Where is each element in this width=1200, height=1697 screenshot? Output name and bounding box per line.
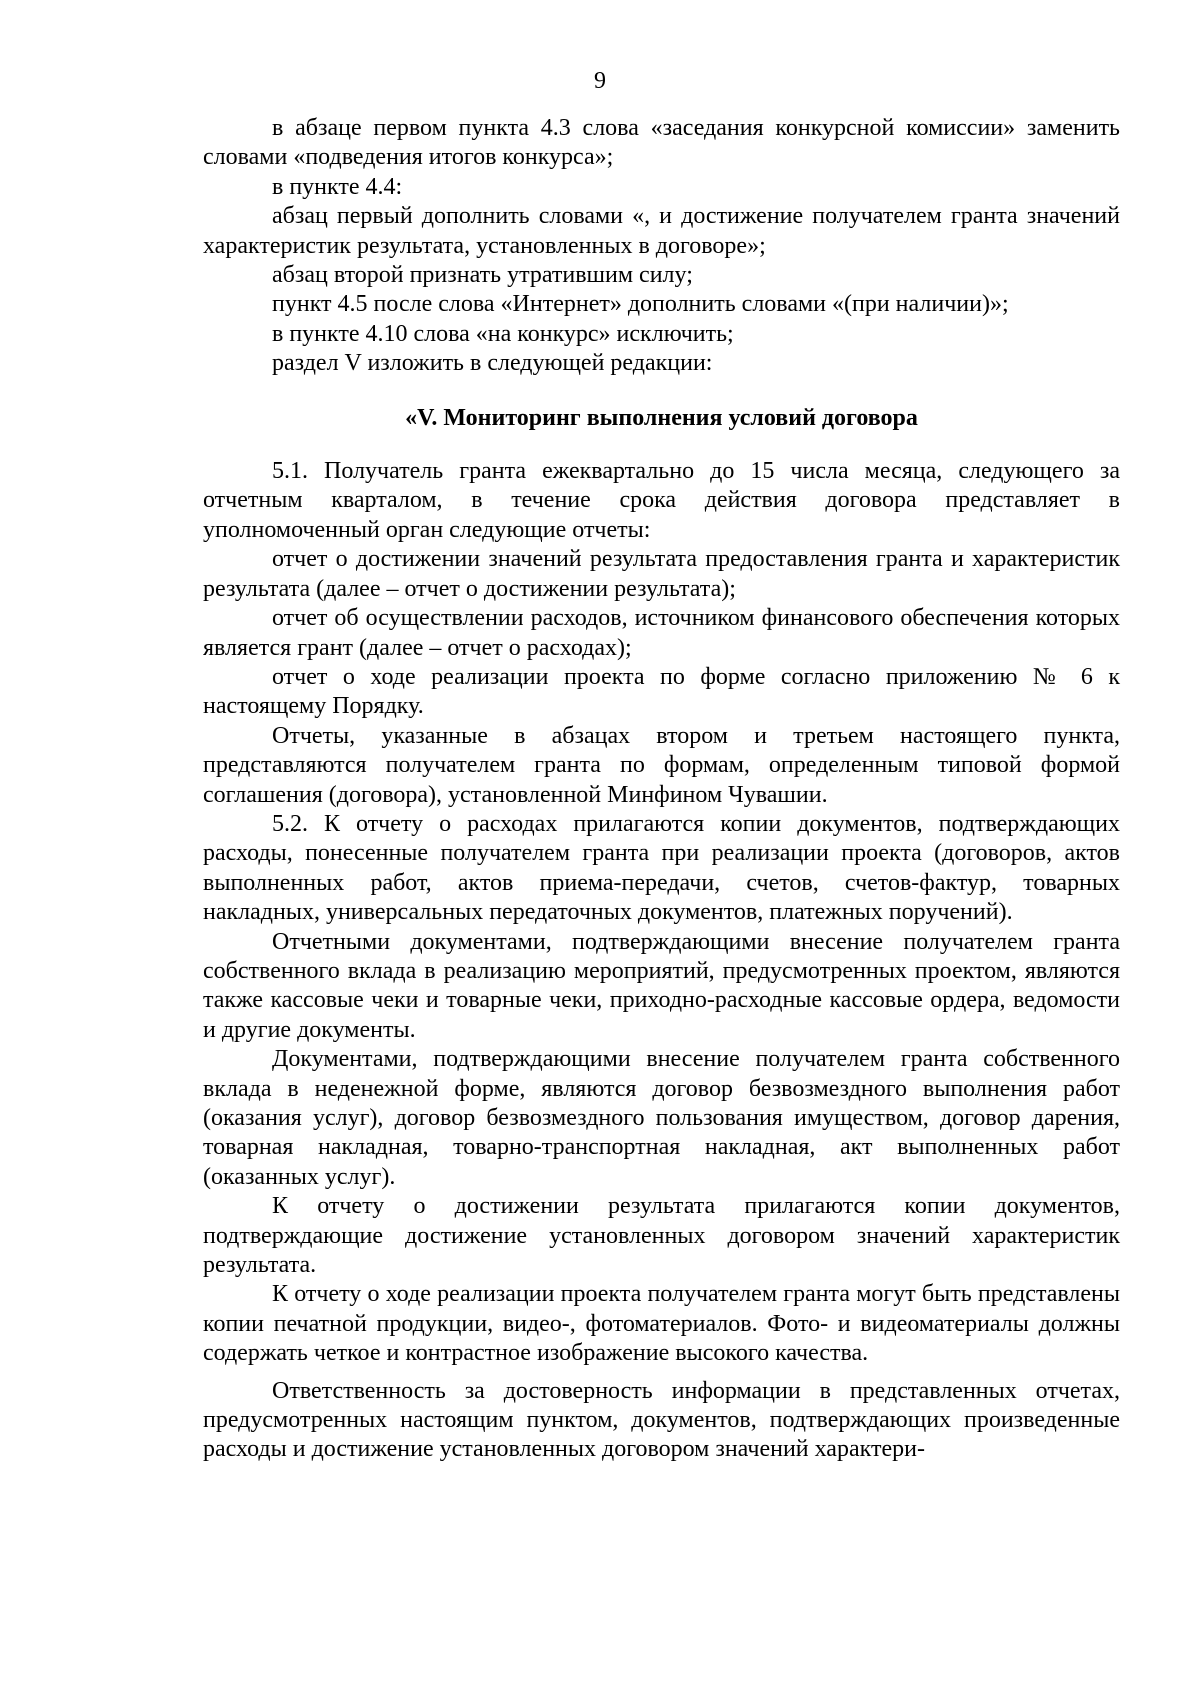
paragraph: 5.1. Получатель гранта ежеквартально до 15 числа месяца, следующего за отчетным кварталом, в течение срока действия договора представляет в уполномоченный орган следующие отчеты: [203,458,1120,543]
paragraph: Отчетными документами, подтверждающими внесение получателем гранта собственного вклада в реализацию мероприятий, предусмотренных проектом, являются также кассовые чеки и товарные чеки, приходно-расходные кассовые ордера, ведомости и другие документы. [203,928,1120,1043]
paragraph: Документами, подтверждающими внесение получателем гранта собственного вклада в неденежной форме, являются договор безвозмездного выполнения работ (оказания услуг), договор безвозмездного пользования имуществом, договор дарения, товарная накладная, товарно-транспортная накладная, акт выполненных работ (оказанных услуг). [203,1046,1120,1190]
paragraph: абзац первый дополнить словами «, и достижение получателем гранта значений характеристик результата, установленных в договоре»; [203,203,1120,259]
paragraph: в абзаце первом пункта 4.3 слова «заседания конкурсной комиссии» заменить словами «подведения итогов конкурса»; [203,115,1120,171]
paragraph: в пункте 4.10 слова «на конкурс» исключить; [272,320,734,347]
paragraph: К отчету о ходе реализации проекта получателем гранта могут быть представлены копии печатной продукции, видео-, фотоматериалов. Фото- и видеоматериалы должны содержать четкое и контрастное изображение высокого качества. [203,1281,1120,1367]
paragraph: К отчету о достижении результата прилагаются копии документов, подтверждающие достижение установленных договором значений характеристик результата. [203,1193,1120,1279]
section-heading: «V. Мониторинг выполнения условий договора [405,404,918,431]
paragraph: в пункте 4.4: [272,173,403,200]
paragraph: Отчеты, указанные в абзацах втором и третьем настоящего пункта, представляются получателем гранта по формам, определенным типовой формой соглашения (договора), установленной Минфином Чувашии. [203,722,1120,808]
document-body [203,114,1120,1465]
paragraph: отчет о ходе реализации проекта по форме согласно приложению № 6 к настоящему Порядку. [203,663,1120,720]
paragraph: раздел V изложить в следующей редакции: [272,350,713,377]
paragraph: отчет о достижении значений результата предоставления гранта и характеристик результата (далее – отчет о достижении результата); [203,546,1120,602]
page-number: 9 [594,68,606,94]
paragraph: Ответственность за достоверность информации в представленных отчетах, предусмотренных настоящим пунктом, документов, подтверждающих произведенные расходы и достижение установленных договором значений характери- [203,1377,1120,1463]
paragraph: пункт 4.5 после слова «Интернет» дополнить словами «(при наличии)»; [272,291,1009,318]
paragraph: 5.2. К отчету о расходах прилагаются копии документов, подтверждающих расходы, понесенные получателем гранта при реализации проекта (договоров, актов выполненных работ, актов приема-передачи, счетов, счетов-фактур, товарных накладных, универсальных передаточных документов, платежных поручений). [203,810,1120,926]
paragraph: абзац второй признать утратившим силу; [272,262,693,289]
paragraph: отчет об осуществлении расходов, источником финансового обеспечения которых является грант (далее – отчет о расходах); [203,605,1120,661]
